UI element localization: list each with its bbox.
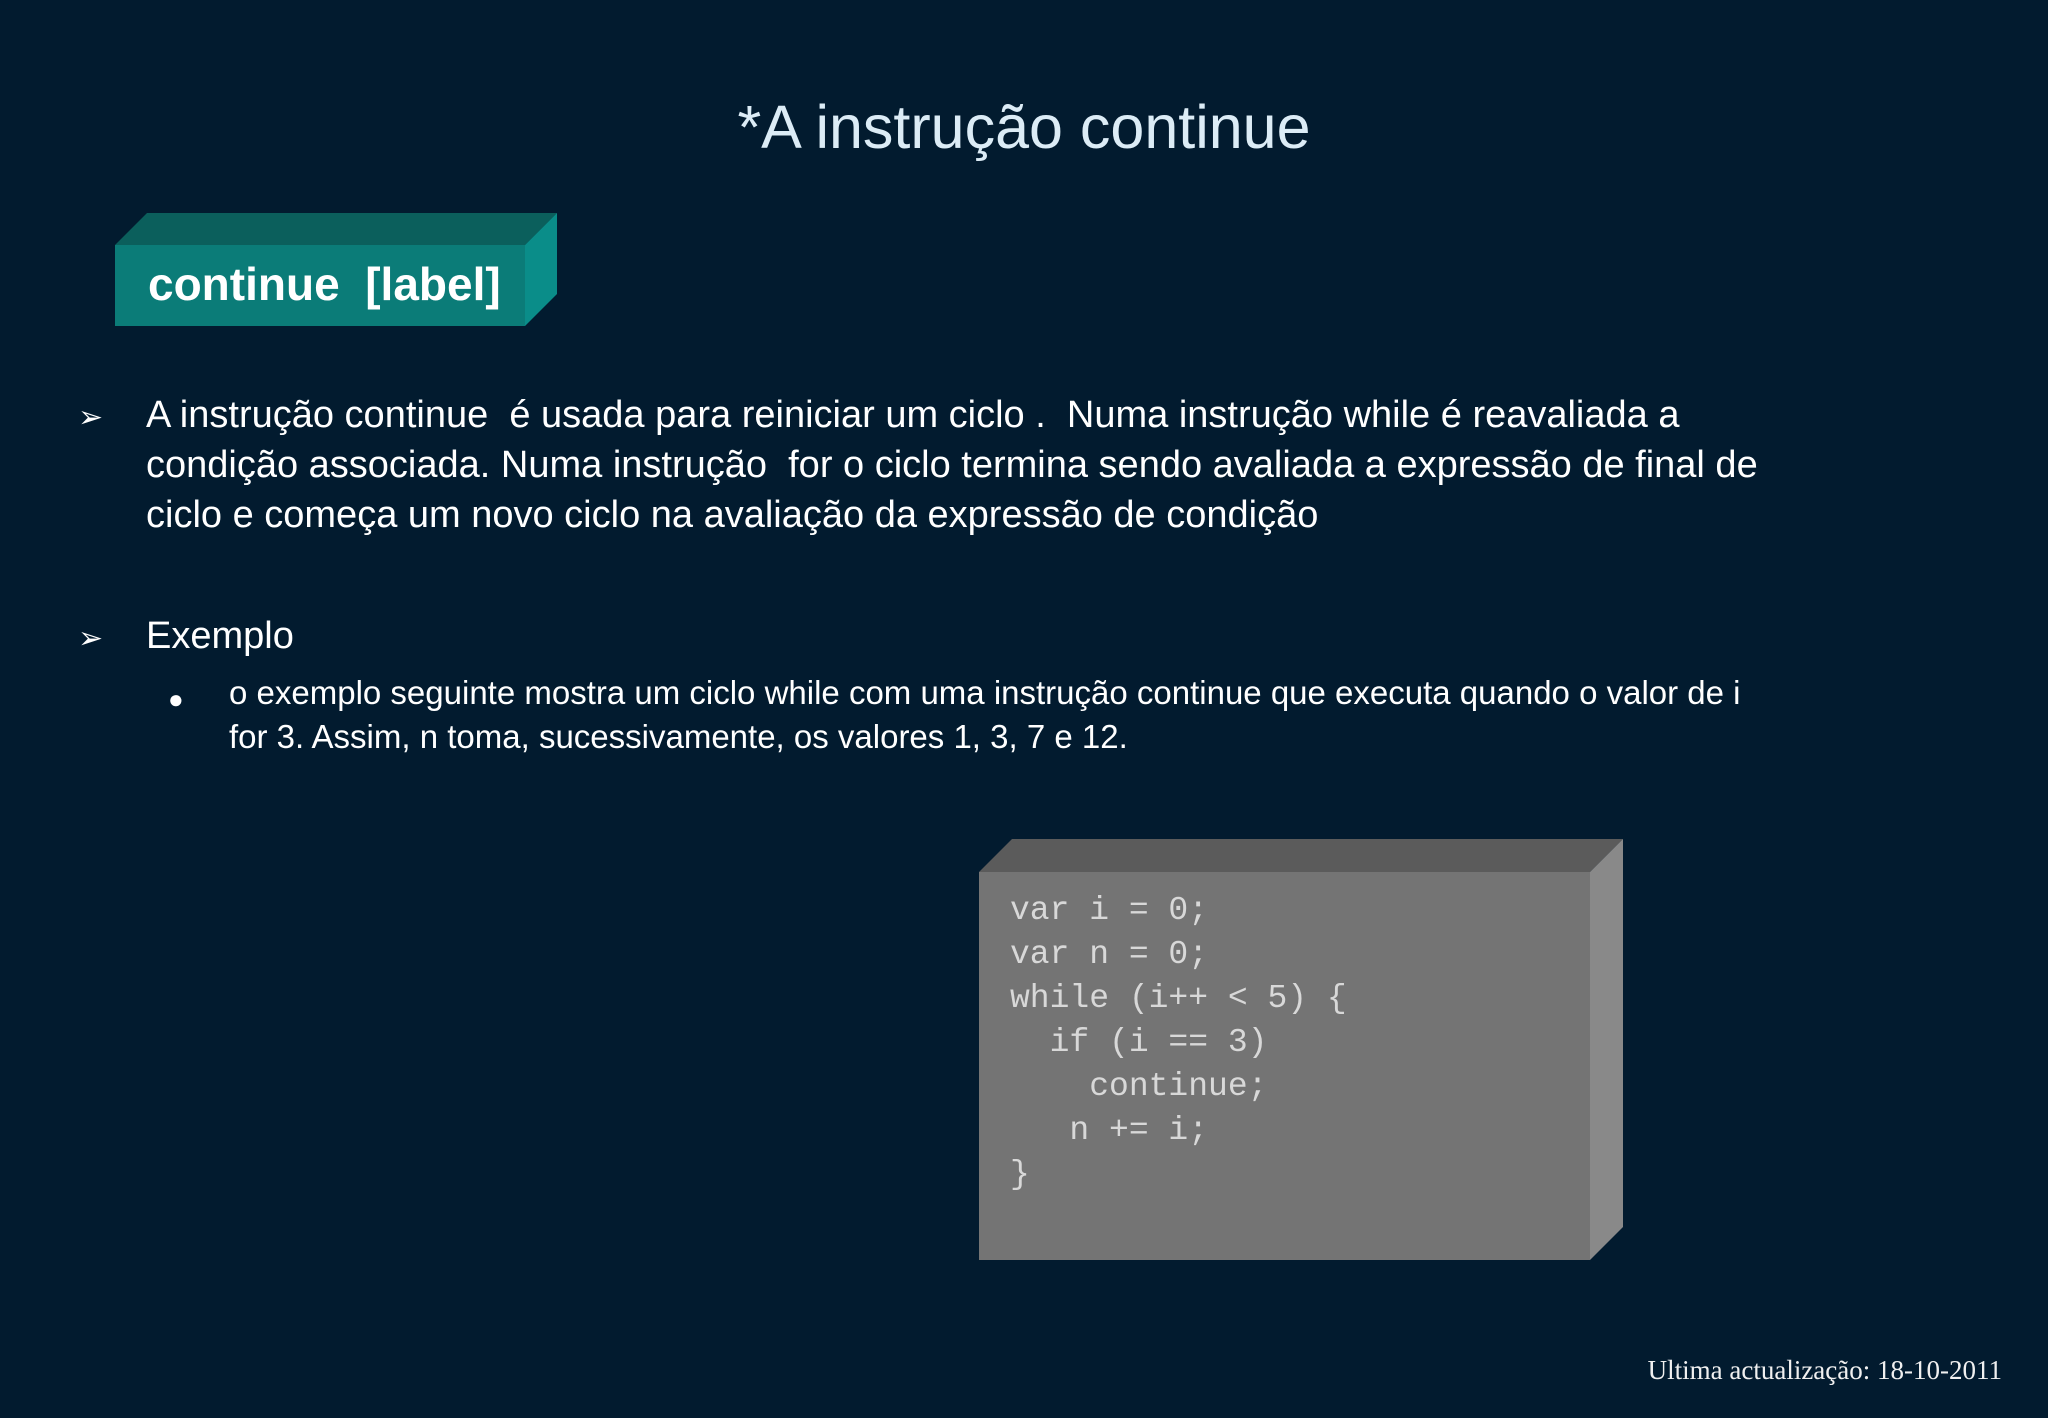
- bullet-arrow-icon: ➢: [78, 622, 104, 655]
- example-text-line-1: o exemplo seguinte mostra um ciclo while com uma instrução continue que executa quando o valor de i: [229, 674, 1741, 711]
- code-line: var i = 0;: [1010, 892, 1209, 929]
- paragraph-line-1: A instrução continue é usada para reiniciar um ciclo . Numa instrução while é reavaliada a: [146, 394, 1680, 436]
- slide-title: *A instrução continue: [737, 93, 1311, 161]
- code-line: var n = 0;: [1010, 936, 1209, 973]
- last-updated-footer: Ultima actualização: 18-10-2011: [1647, 1355, 2002, 1385]
- code-line: n += i;: [1010, 1112, 1209, 1149]
- code-line: while (i++ < 5) {: [1010, 980, 1347, 1017]
- example-heading: Exemplo: [146, 615, 294, 657]
- code-line: }: [1010, 1156, 1030, 1193]
- syntax-label: continue [label]: [148, 258, 501, 310]
- sub-bullet-dot-icon: ●: [168, 684, 184, 714]
- syntax-box: [115, 213, 557, 326]
- example-text-line-2: for 3. Assim, n toma, sucessivamente, os valores 1, 3, 7 e 12.: [229, 718, 1128, 755]
- code-box: [979, 839, 1623, 1260]
- code-line: if (i == 3): [1010, 1024, 1268, 1061]
- bullet-arrow-icon: ➢: [78, 401, 104, 434]
- paragraph-line-2: condição associada. Numa instrução for o ciclo termina sendo avaliada a expressão de final de: [146, 444, 1758, 486]
- code-line: continue;: [1010, 1068, 1268, 1105]
- code-snippet: [1010, 889, 1347, 1197]
- paragraph-line-3: ciclo e começa um novo ciclo na avaliação da expressão de condição: [146, 494, 1319, 536]
